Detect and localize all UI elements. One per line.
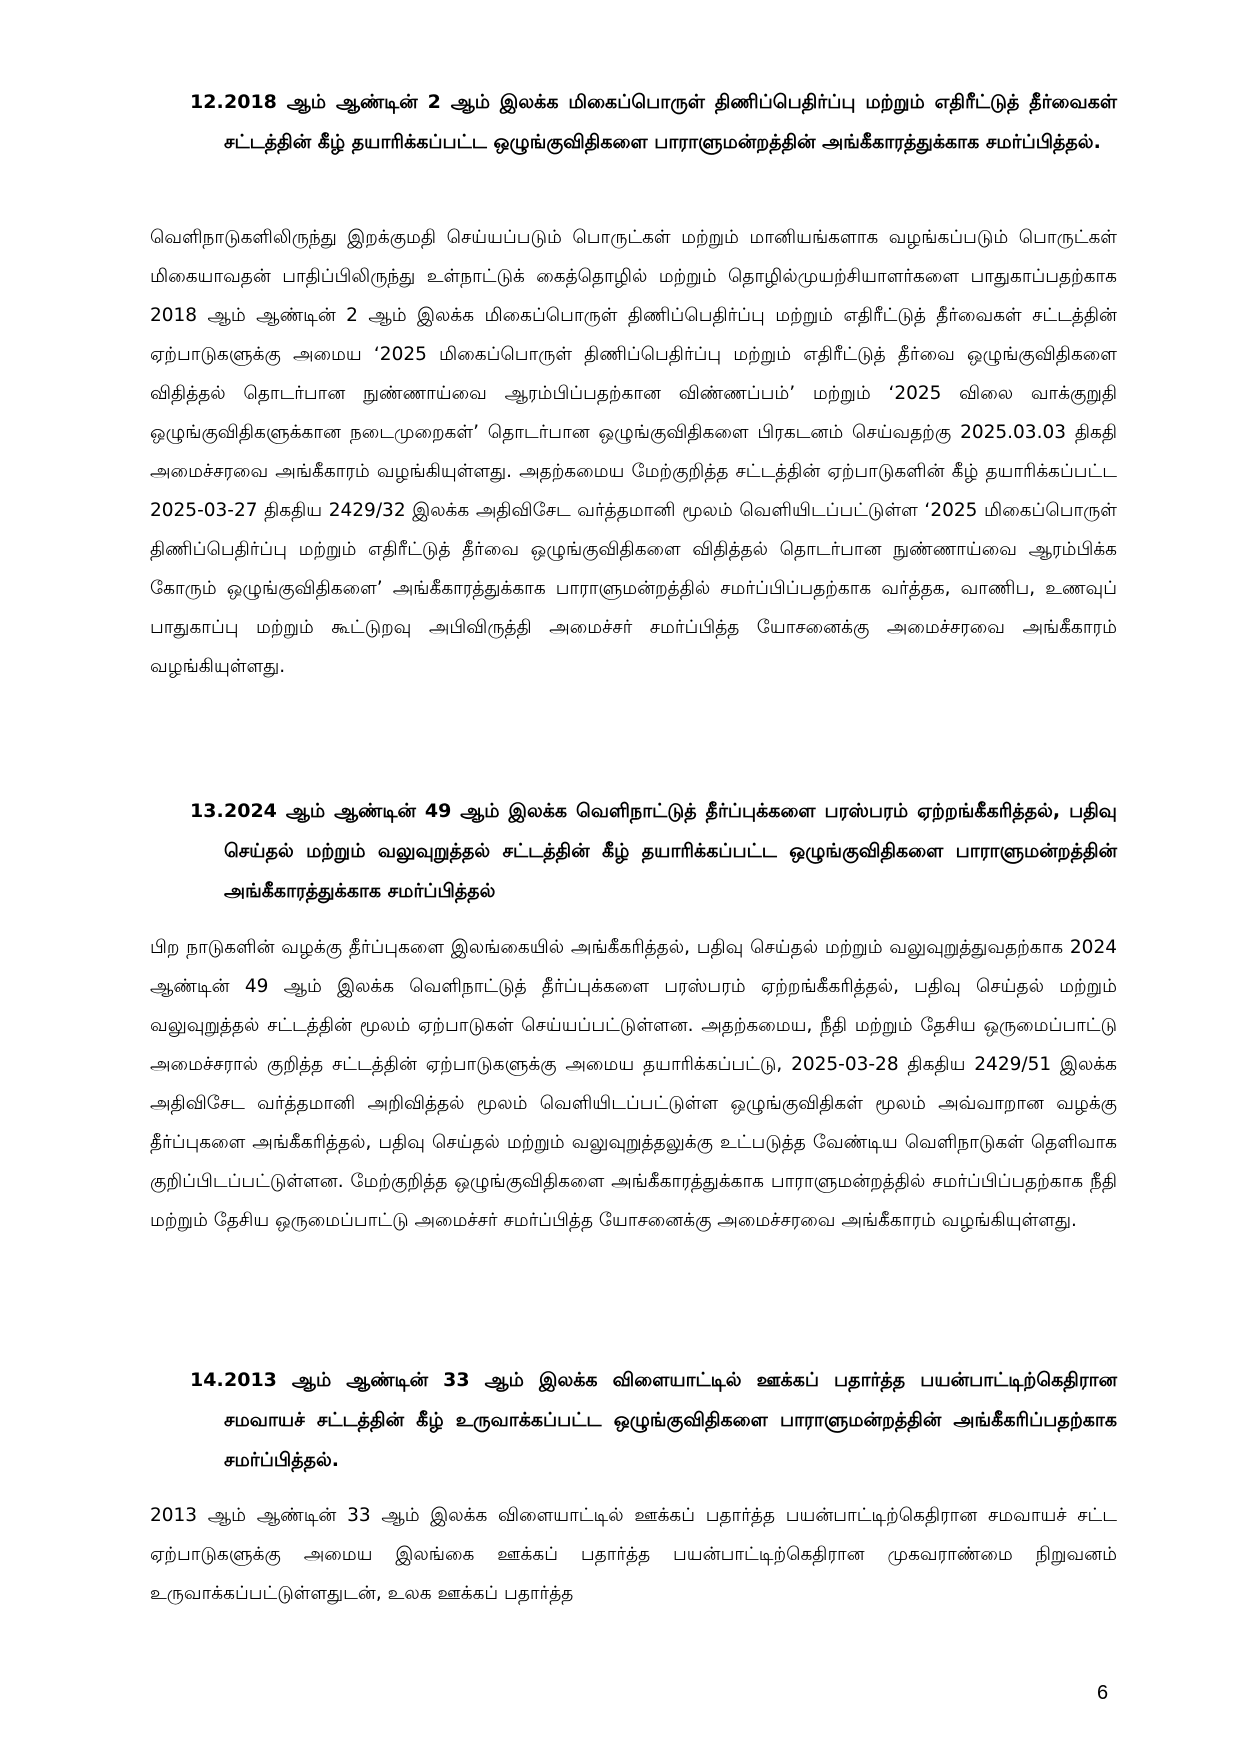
- section-12-body: வெளிநாடுகளிலிருந்து இறக்குமதி செய்யப்படும் பொருட்கள் மற்றும் மானியங்களாக வழங்கப்படும் பொருட்கள் மிகையாவதன் பாதிப்பிலிருந்து உள்நாட்டுக் கைத்தொழில் மற்றும் தொழில்முயற்சியாளர்களை பாதுகாப்பதற்காக 2018 ஆம் ஆண்டின் 2 ஆம் இலக்க மிகைப்பொருள் திணிப்பெதிர்ப்பு மற்றும் எதிரீட்டுத் தீர்வைகள் சட்டத்தின் ஏற்பாடுகளுக்கு அமைய ‘2025 மிகைப்பொருள் திணிப்பெதிர்ப்பு மற்றும் எதிரீட்டுத் தீர்வை ஒழுங்குவிதிகளை விதித்தல் தொடர்பான நுண்ணாய்வை ஆரம்பிப்பதற்கான விண்ணப்பம்’ மற்றும் ‘2025 விலை வாக்குறுதி ஒழுங்குவிதிகளுக்கான நடைமுறைகள்’ தொடர்பான ஒழுங்குவிதிகளை பிரகடனம் செய்வதற்கு 2025.03.03 திகதி அமைச்சரவை அங்கீகாரம் வழங்கியுள்ளது. அதற்கமைய மேற்குறித்த சட்டத்தின் ஏற்பாடுகளின் கீழ் தயாரிக்கப்பட்ட 2025-03-27 திகதிய 2429/32 இலக்க அதிவிசேட வர்த்தமானி மூலம் வெளியிடப்பட்டுள்ள ‘2025 மிகைப்பொருள் திணிப்பெதிர்ப்பு மற்றும் எதிரீட்டுத் தீர்வை ஒழுங்குவிதிகளை விதித்தல் தொடர்பான நுண்ணாய்வை ஆரம்பிக்க கோரும் ஒழுங்குவிதிகளை’ அங்கீகாரத்துக்காக பாராளுமன்றத்தில் சமர்ப்பிப்பதற்காக வர்த்தக, வாணிப, உணவுப் பாதுகாப்பு மற்றும் கூட்டுறவு அபிவிருத்தி அமைச்சர் சமர்ப்பித்த யோசனைக்கு அமைச்சரவை அங்கீகாரம் வழங்கியுள்ளது.: [150, 227, 1117, 677]
- section-13-number: 13.: [190, 800, 224, 822]
- section-13-title: 2024 ஆம் ஆண்டின் 49 ஆம் இலக்க வெளிநாட்டுத் தீர்ப்புக்களை பரஸ்பரம் ஏற்றங்கீகரித்தல், பதிவு செய்தல் மற்றும் வலுவுறுத்தல் சட்டத்தின் கீழ் தயாரிக்கப்பட்ட ஒழுங்குவிதிகளை பாராளுமன்றத்தின் அங்கீகாரத்துக்காக சமர்ப்பித்தல்: [224, 800, 1117, 902]
- section-13-heading: [190, 791, 1117, 911]
- section-14-body: 2013 ஆம் ஆண்டின் 33 ஆம் இலக்க விளையாட்டில் ஊக்கப் பதார்த்த பயன்பாட்டிற்கெதிரான சமவாயச் சட்ட ஏற்பாடுகளுக்கு அமைய இலங்கை ஊக்கப் பதார்த்த பயன்பாட்டிற்கெதிரான முகவராண்மை நிறுவனம் உருவாக்கப்பட்டுள்ளதுடன், உலக ஊக்கப் பதார்த்த: [150, 1505, 1117, 1604]
- section-14-heading: [190, 1360, 1117, 1480]
- section-14-number: 14.: [190, 1369, 224, 1391]
- section-13-body: பிற நாடுகளின் வழக்கு தீர்ப்புகளை இலங்கையில் அங்கீகரித்தல், பதிவு செய்தல் மற்றும் வலுவுறுத்துவதற்காக 2024 ஆண்டின் 49 ஆம் இலக்க வெளிநாட்டுத் தீர்ப்புக்களை பரஸ்பரம் ஏற்றங்கீகரித்தல், பதிவு செய்தல் மற்றும் வலுவுறுத்தல் சட்டத்தின் மூலம் ஏற்பாடுகள் செய்யப்பட்டுள்ளன. அதற்கமைய, நீதி மற்றும் தேசிய ஒருமைப்பாட்டு அமைச்சரால் குறித்த சட்டத்தின் ஏற்பாடுகளுக்கு அமைய தயாரிக்கப்பட்டு, 2025-03-28 திகதிய 2429/51 இலக்க அதிவிசேட வர்த்தமானி அறிவித்தல் மூலம் வெளியிடப்பட்டுள்ள ஒழுங்குவிதிகள் மூலம் அவ்வாறான வழக்கு தீர்ப்புகளை அங்கீகரித்தல், பதிவு செய்தல் மற்றும் வலுவுறுத்தலுக்கு உட்படுத்த வேண்டிய வெளிநாடுகள் தெளிவாக குறிப்பிடப்பட்டுள்ளன. மேற்குறித்த ஒழுங்குவிதிகளை அங்கீகாரத்துக்காக பாராளுமன்றத்தில் சமர்ப்பிப்பதற்காக நீதி மற்றும் தேசிய ஒருமைப்பாட்டு அமைச்சர் சமர்ப்பித்த யோசனைக்கு அமைச்சரவை அங்கீகாரம் வழங்கியுள்ளது.: [150, 937, 1117, 1231]
- section-12-number: 12.: [190, 91, 224, 113]
- page-number: 6: [1097, 1682, 1109, 1704]
- section-14-title: 2013 ஆம் ஆண்டின் 33 ஆம் இலக்க விளையாட்டில் ஊக்கப் பதார்த்த பயன்பாட்டிற்கெதிரான சமவாயச் சட்டத்தின் கீழ் உருவாக்கப்பட்ட ஒழுங்குவிதிகளை பாராளுமன்றத்தின் அங்கீகரிப்பதற்காக சமர்ப்பித்தல்.: [224, 1369, 1117, 1471]
- section-12-title: 2018 ஆம் ஆண்டின் 2 ஆம் இலக்க மிகைப்பொருள் திணிப்பெதிர்ப்பு மற்றும் எதிரீட்டுத் தீர்வைகள் சட்டத்தின் கீழ் தயாரிக்கப்பட்ட ஒழுங்குவிதிகளை பாராளுமன்றத்தின் அங்கீகாரத்துக்காக சமர்ப்பித்தல்.: [224, 91, 1117, 153]
- section-12-heading: [190, 82, 1117, 162]
